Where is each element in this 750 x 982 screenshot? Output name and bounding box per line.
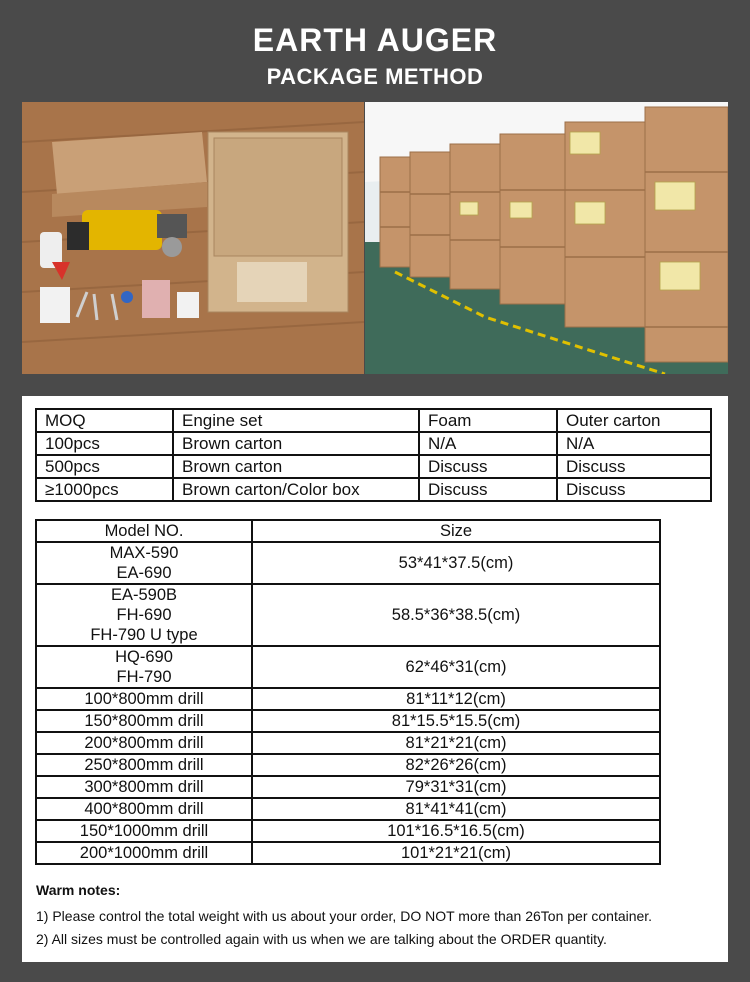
table-header-row	[36, 409, 711, 432]
page-title: EARTH AUGER	[252, 22, 498, 58]
table-row	[36, 542, 660, 584]
table-row	[36, 584, 660, 646]
moq-cell: 500pcs	[36, 455, 173, 478]
size-header: Size	[252, 520, 660, 542]
moq-cell: 100pcs	[36, 432, 173, 455]
size-cell: 62*46*31(cm)	[252, 646, 660, 688]
model-cell: 100*800mm drill	[36, 688, 252, 710]
warehouse-photo	[365, 102, 728, 374]
table-row	[36, 688, 660, 710]
note-item: 2) All sizes must be controlled again with us when we are talking about the ORDER quantity.	[36, 931, 607, 947]
size-cell: 81*15.5*15.5(cm)	[252, 710, 660, 732]
product-photos	[22, 102, 728, 374]
model-cell: 150*800mm drill	[36, 710, 252, 732]
model-name: HQ-690	[115, 648, 173, 666]
table-row	[36, 820, 660, 842]
size-cell: 53*41*37.5(cm)	[252, 542, 660, 584]
table-row	[36, 754, 660, 776]
model-name: EA-690	[116, 564, 172, 582]
note-item: 1) Please control the total weight with us about your order, DO NOT more than 26Ton per container.	[36, 908, 653, 924]
size-cell: 81*21*21(cm)	[252, 732, 660, 754]
outer-carton-header: Outer carton	[557, 409, 711, 432]
foam-cell: Discuss	[419, 478, 557, 501]
model-cell	[36, 542, 252, 584]
moq-cell: ≥1000pcs	[36, 478, 173, 501]
table-row	[36, 798, 660, 820]
size-cell: 81*11*12(cm)	[252, 688, 660, 710]
size-cell: 82*26*26(cm)	[252, 754, 660, 776]
model-cell	[36, 584, 252, 646]
model-cell: 150*1000mm drill	[36, 820, 252, 842]
model-cell: 200*1000mm drill	[36, 842, 252, 864]
table-header-row	[36, 520, 660, 542]
moq-table	[35, 408, 712, 502]
table-row	[36, 432, 711, 455]
page-subtitle: PACKAGE METHOD	[266, 64, 484, 89]
package-contents-photo	[22, 102, 364, 374]
size-cell: 101*21*21(cm)	[252, 842, 660, 864]
model-name: FH-790 U type	[90, 626, 198, 644]
table-row	[36, 732, 660, 754]
model-cell: 300*800mm drill	[36, 776, 252, 798]
size-cell: 101*16.5*16.5(cm)	[252, 820, 660, 842]
size-cell: 81*41*41(cm)	[252, 798, 660, 820]
size-cell: 79*31*31(cm)	[252, 776, 660, 798]
table-row	[36, 646, 660, 688]
size-cell: 58.5*36*38.5(cm)	[252, 584, 660, 646]
model-cell: 200*800mm drill	[36, 732, 252, 754]
outer-carton-cell: Discuss	[557, 478, 711, 501]
warm-notes	[36, 882, 726, 954]
table-row	[36, 455, 711, 478]
model-cell: 250*800mm drill	[36, 754, 252, 776]
engine-set-cell: Brown carton	[173, 455, 419, 478]
moq-header: MOQ	[36, 409, 173, 432]
foam-cell: Discuss	[419, 455, 557, 478]
engine-set-header: Engine set	[173, 409, 419, 432]
model-cell: 400*800mm drill	[36, 798, 252, 820]
outer-carton-cell: Discuss	[557, 455, 711, 478]
engine-set-cell: Brown carton	[173, 432, 419, 455]
model-no-header: Model NO.	[36, 520, 252, 542]
engine-set-cell: Brown carton/Color box	[173, 478, 419, 501]
model-name: FH-690	[116, 606, 172, 624]
outer-carton-cell: N/A	[557, 432, 711, 455]
table-row	[36, 710, 660, 732]
table-row	[36, 776, 660, 798]
model-name: EA-590B	[110, 586, 178, 604]
table-row	[36, 842, 660, 864]
specs-panel	[22, 396, 728, 962]
table-row	[36, 478, 711, 501]
model-name: FH-790	[116, 668, 172, 686]
foam-header: Foam	[419, 409, 557, 432]
model-cell	[36, 646, 252, 688]
foam-cell: N/A	[419, 432, 557, 455]
size-table	[35, 519, 661, 865]
notes-title: Warm notes:	[36, 882, 121, 898]
model-name: MAX-590	[109, 544, 179, 562]
